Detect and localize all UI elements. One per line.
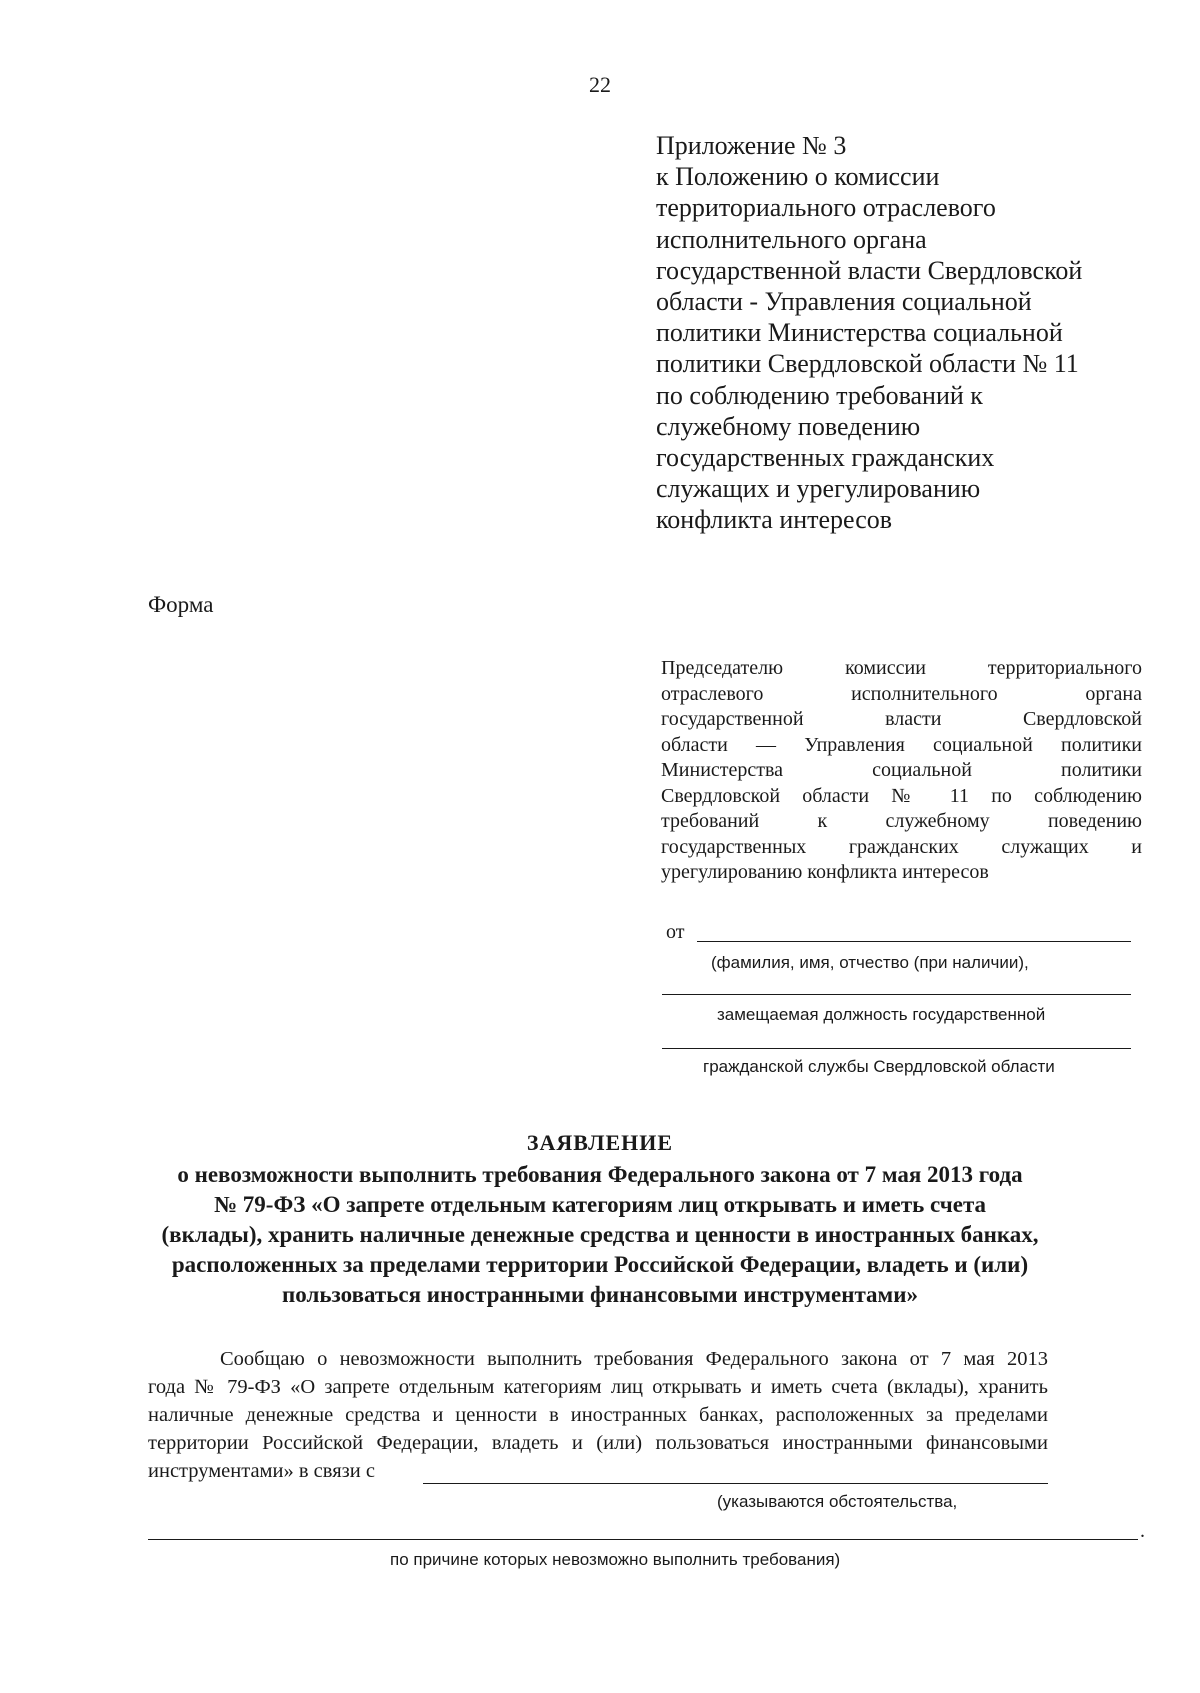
appendix-line: государственных гражданских <box>656 443 995 473</box>
appendix-line: территориального отраслевого <box>656 193 996 223</box>
body-line: Сообщаю о невозможности выполнить требования Федерального закона от 7 мая 2013 <box>220 1348 1048 1370</box>
statement-title: ЗАЯВЛЕНИЕ <box>526 1130 674 1155</box>
statement-subtitle <box>140 1160 1060 1310</box>
service-field[interactable] <box>662 1048 1131 1049</box>
caption-service: гражданской службы Свердловской области <box>703 1057 1055 1076</box>
caption-position: замещаемая должность государственной <box>717 1005 1046 1024</box>
appendix-line: политики Свердловской области № 11 <box>656 349 1079 379</box>
circumstances-field[interactable] <box>423 1483 1048 1484</box>
body-line: года № 79-ФЗ «О запрете отдельным категориям лиц открывать и иметь счета (вклады), хранить <box>148 1376 1048 1398</box>
appendix-line: Приложение № 3 <box>656 131 847 160</box>
caption-reason: по причине которых невозможно выполнить требования) <box>390 1550 841 1569</box>
appendix-line: к Положению о комиссии <box>656 162 940 192</box>
addressee-block <box>661 656 1142 886</box>
addressee-line: Свердловской области № 11 по соблюдению <box>661 784 1142 807</box>
subtitle-line: (вклады), хранить наличные денежные средства и ценности в иностранных банках, <box>161 1222 1039 1247</box>
applicant-name-field[interactable] <box>697 941 1131 942</box>
appendix-line: служебному поведению <box>656 411 921 441</box>
subtitle-line: о невозможности выполнить требования Федерального закона от 7 мая 2013 года <box>177 1162 1023 1187</box>
end-period: . <box>1140 1520 1145 1542</box>
from-row <box>666 921 1130 947</box>
body-line: наличные денежные средства и ценности в иностранных банках, расположенных за пределами <box>148 1404 1048 1426</box>
appendix-header <box>656 130 1176 536</box>
appendix-line: государственной власти Свердловской <box>656 255 1083 285</box>
form-label: Форма <box>148 592 214 617</box>
addressee-line: области — Управления социальной политики <box>661 733 1142 756</box>
body-line: инструментами» в связи с <box>148 1460 375 1482</box>
addressee-line: урегулированию конфликта интересов <box>661 861 989 883</box>
appendix-line: конфликта интересов <box>656 505 893 535</box>
statement-body <box>148 1345 1048 1485</box>
addressee-line: Министерства социальной политики <box>661 759 1142 781</box>
subtitle-line: расположенных за пределами территории Российской Федерации, владеть и (или) <box>171 1252 1029 1277</box>
appendix-line: по соблюдению требований к <box>656 380 983 410</box>
page-number: 22 <box>589 72 611 97</box>
subtitle-line: № 79-ФЗ «О запрете отдельным категориям лиц открывать и иметь счета <box>213 1192 987 1217</box>
from-label: от <box>666 921 685 943</box>
appendix-line: исполнительного органа <box>656 224 927 254</box>
appendix-line: области - Управления социальной <box>656 287 1032 317</box>
subtitle-line: пользоваться иностранными финансовыми инструментами» <box>282 1282 918 1307</box>
addressee-line: Председателю комиссии территориального <box>661 657 1142 679</box>
addressee-line: государственной власти Свердловской <box>661 708 1142 730</box>
circumstances-field-continued[interactable] <box>148 1539 1138 1540</box>
appendix-line: политики Министерства социальной <box>656 318 1063 348</box>
addressee-line: государственных гражданских служащих и <box>661 835 1142 858</box>
caption-circumstances: (указываются обстоятельства, <box>717 1492 958 1511</box>
addressee-line: отраслевого исполнительного органа <box>661 682 1142 705</box>
appendix-line: служащих и урегулированию <box>656 474 981 504</box>
body-line: территории Российской Федерации, владеть и (или) пользоваться иностранными финансовыми <box>148 1432 1048 1454</box>
caption-name: (фамилия, имя, отчество (при наличии), <box>711 953 1029 972</box>
addressee-line: требований к служебному поведению <box>661 810 1142 832</box>
position-field[interactable] <box>662 994 1131 995</box>
